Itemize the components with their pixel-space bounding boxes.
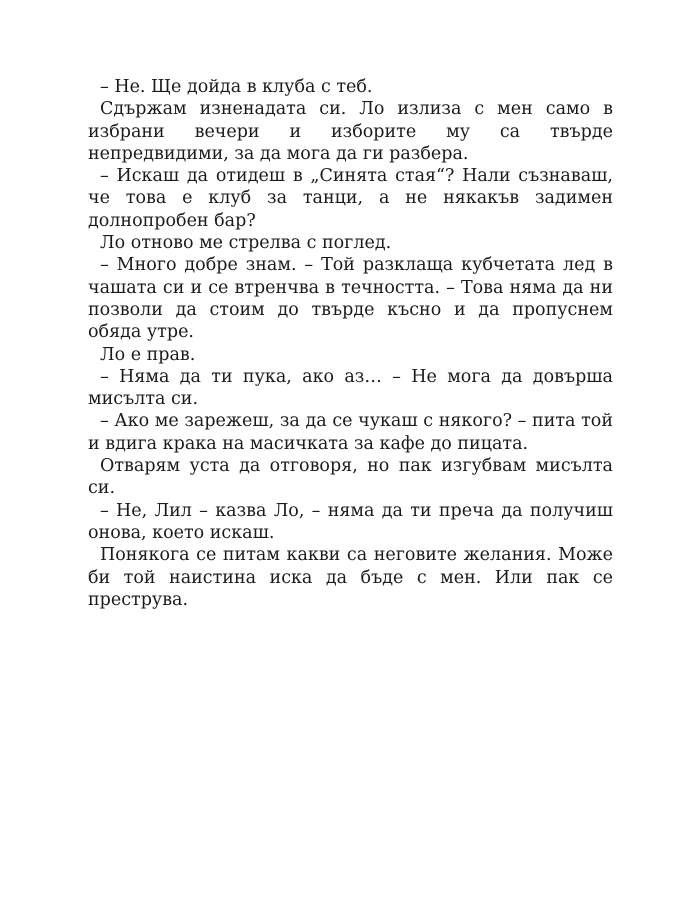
paragraph: Ло е прав. [100,344,196,365]
paragraph: – Ако ме зарежеш, за да се чукаш с някого? – пита той и вдига крака на масичката за кафе до пицата. [88,411,613,454]
paragraph: – Не. Ще дойда в клуба с теб. [100,77,373,97]
paragraph: Ло отново ме стрелва с поглед. [100,233,392,254]
paragraph: – Не, Лил – казва Ло, – няма да ти преча да получиш онова, което искаш. [88,500,613,543]
paragraph: Отварям уста да отговоря, но пак изгубвам мисълта си. [88,456,613,499]
book-page-text [88,76,613,611]
paragraph: Сдържам изненадата си. Ло излиза с мен само в избрани вечери и изборите му са твърде непредвидими, за да мога да ги разбера. [88,99,613,164]
paragraph: – Искаш да отидеш в „Синята стая“? Нали съзнаваш, че това е клуб за танци, а не някакъв задимен долнопробен бар? [88,166,613,231]
paragraph: – Много добре знам. – Той разклаща кубчетата лед в чашата си и се втренчва в течността. – Това няма да ни позволи да стоим до твърде късно и да пропуснем обяда утре. [88,255,613,343]
paragraph: Понякога се питам какви са неговите желания. Може би той наистина иска да бъде с мен. Или пак се преструва. [88,545,613,610]
paragraph: – Няма да ти пука, ако аз… – Не мога да довърша мисълта си. [88,366,613,410]
